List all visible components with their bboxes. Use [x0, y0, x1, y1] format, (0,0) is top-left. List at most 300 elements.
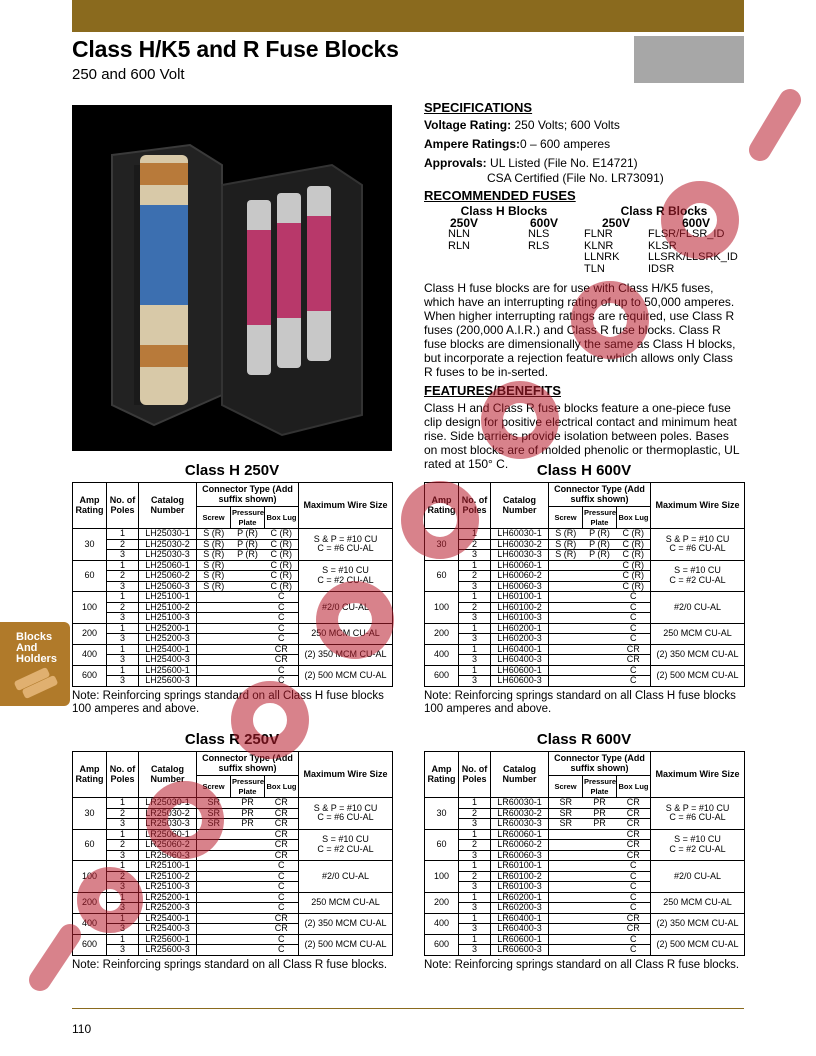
catalog-cell: LR25400-1	[139, 913, 197, 924]
screw-cell	[197, 903, 231, 914]
screw-cell	[197, 655, 231, 666]
table-row	[425, 644, 745, 655]
plate-cell	[583, 861, 617, 872]
screw-cell	[549, 665, 583, 676]
wire-size: (2) 500 MCM CU-AL	[656, 669, 739, 680]
catalog-cell: LH60600-3	[491, 676, 549, 687]
catalog-cell: LH25060-2	[139, 571, 197, 582]
lug-cell: C	[265, 934, 299, 945]
lug-cell: C	[265, 676, 299, 687]
plate-cell	[231, 665, 265, 676]
lug-cell: CR	[617, 819, 651, 830]
poles-cell: 1	[459, 934, 491, 945]
plate-cell	[231, 829, 265, 840]
screw-cell	[549, 924, 583, 935]
plate-cell: PR	[231, 808, 265, 819]
table-row	[73, 529, 393, 540]
poles-cell: 3	[107, 634, 139, 645]
connector-header: Connector Type (Add suffix shown)	[197, 483, 299, 507]
plate-cell	[231, 892, 265, 903]
screw-cell	[549, 934, 583, 945]
wire-cell	[651, 529, 745, 561]
lug-cell: CR	[265, 829, 299, 840]
wire-size: C = #2 CU-AL	[669, 843, 726, 854]
lug-cell: C (R)	[265, 529, 299, 540]
catalog-cell: LH60200-1	[491, 623, 549, 634]
table-row	[73, 934, 393, 945]
lug-cell: C (R)	[265, 550, 299, 561]
poles-cell: 3	[459, 581, 491, 592]
plate-cell	[583, 613, 617, 624]
poles-cell: 1	[459, 913, 491, 924]
plate-cell	[231, 644, 265, 655]
wire-cell	[299, 623, 393, 644]
lug-header: Box Lug	[617, 776, 651, 798]
screw-cell	[549, 945, 583, 956]
wire-header: Maximum Wire Size	[651, 483, 745, 529]
plate-header: Pressure Plate	[232, 777, 265, 796]
table-row	[425, 913, 745, 924]
catalog-cell: LR60200-3	[491, 903, 549, 914]
plate-cell	[231, 602, 265, 613]
poles-cell: 3	[459, 924, 491, 935]
lug-cell: C	[617, 861, 651, 872]
table-row	[425, 892, 745, 903]
catalog-cell: LR60400-1	[491, 913, 549, 924]
poles-cell: 3	[107, 882, 139, 893]
catalog-cell: LR60100-3	[491, 882, 549, 893]
screw-cell	[197, 924, 231, 935]
table-class-r-250	[72, 731, 392, 972]
wire-cell	[651, 798, 745, 830]
plate-cell	[583, 676, 617, 687]
catalog-cell: LR25030-1	[139, 798, 197, 809]
table-title: Class R 250V	[184, 731, 280, 748]
plate-cell	[583, 924, 617, 935]
wire-size: C = #6 CU-AL	[669, 543, 726, 554]
screw-cell	[197, 850, 231, 861]
plate-cell	[583, 892, 617, 903]
screw-cell: S (R)	[549, 550, 583, 561]
lug-cell: CR	[265, 924, 299, 935]
fuse-table	[72, 482, 393, 687]
screw-cell: S (R)	[197, 560, 231, 571]
plate-cell	[583, 560, 617, 571]
plate-cell	[583, 934, 617, 945]
catalog-cell: LH60200-3	[491, 634, 549, 645]
poles-cell: 1	[459, 665, 491, 676]
lug-cell: CR	[265, 913, 299, 924]
lug-cell: C (R)	[265, 539, 299, 550]
wire-size: S & P = #10 CU	[665, 802, 730, 813]
poles-cell: 1	[459, 529, 491, 540]
lug-cell: C	[617, 602, 651, 613]
plate-cell: P (R)	[231, 550, 265, 561]
amp-cell: 600	[425, 665, 459, 686]
lug-cell: CR	[617, 644, 651, 655]
wire-size: (2) 350 MCM CU-AL	[304, 917, 387, 928]
amp-cell: 400	[425, 644, 459, 665]
poles-cell: 2	[107, 539, 139, 550]
amp-cell: 100	[425, 592, 459, 624]
amp-cell: 60	[73, 560, 107, 592]
wire-size: (2) 500 MCM CU-AL	[656, 938, 739, 949]
table-row	[425, 529, 745, 540]
lug-cell: CR	[265, 850, 299, 861]
plate-cell	[583, 665, 617, 676]
connector-header: Connector Type (Add suffix shown)	[549, 483, 651, 507]
features-heading: FEATURES/BENEFITS	[424, 383, 561, 398]
catalog-cell: LH25060-3	[139, 581, 197, 592]
catalog-cell: LH25400-3	[139, 655, 197, 666]
plate-cell	[583, 655, 617, 666]
screw-cell	[197, 892, 231, 903]
table-note: Note: Reinforcing springs standard on all Class H fuse blocks 100 amperes and above.	[424, 689, 736, 715]
poles-cell: 3	[107, 924, 139, 935]
screw-cell	[197, 913, 231, 924]
fuse-item: IDSR	[648, 262, 675, 275]
table-row	[425, 560, 745, 571]
plate-cell	[231, 571, 265, 582]
screw-cell: S (R)	[549, 539, 583, 550]
wire-cell	[299, 798, 393, 830]
catalog-cell: LR25100-3	[139, 882, 197, 893]
catalog-cell: LH25100-3	[139, 613, 197, 624]
lug-cell: C	[617, 871, 651, 882]
amp-cell: 400	[73, 644, 107, 665]
poles-cell: 1	[459, 892, 491, 903]
plate-cell	[231, 945, 265, 956]
lug-cell: C	[617, 882, 651, 893]
amp-header: Amp Rating	[425, 483, 459, 529]
lug-cell: C	[617, 634, 651, 645]
table-row	[73, 560, 393, 571]
amp-cell: 600	[73, 665, 107, 686]
catalog-cell: LH60030-1	[491, 529, 549, 540]
screw-cell	[197, 871, 231, 882]
plate-cell	[231, 903, 265, 914]
poles-cell: 3	[459, 945, 491, 956]
plate-cell	[583, 592, 617, 603]
catalog-cell: LH25600-3	[139, 676, 197, 687]
screw-cell	[549, 829, 583, 840]
amp-cell: 400	[425, 913, 459, 934]
poles-cell: 2	[107, 840, 139, 851]
catalog-cell: LR25060-1	[139, 829, 197, 840]
voltage-label: Voltage Rating:	[424, 118, 512, 132]
catalog-cell: LR60400-3	[491, 924, 549, 935]
wire-size: S & P = #10 CU	[665, 533, 730, 544]
fuse-item: LLNRK	[584, 251, 620, 263]
plate-cell	[231, 850, 265, 861]
poles-cell: 3	[107, 581, 139, 592]
catalog-cell: LR60060-3	[491, 850, 549, 861]
amp-cell: 600	[73, 934, 107, 955]
screw-cell	[197, 934, 231, 945]
screw-cell	[549, 560, 583, 571]
poles-cell: 1	[107, 665, 139, 676]
wire-size: S & P = #10 CU	[313, 533, 378, 544]
wire-header: Maximum Wire Size	[651, 752, 745, 798]
plate-cell: PR	[583, 798, 617, 809]
amp-cell: 400	[73, 913, 107, 934]
catalog-cell: LH25100-1	[139, 592, 197, 603]
lug-cell: C	[617, 903, 651, 914]
wire-cell	[299, 892, 393, 913]
plate-cell	[583, 913, 617, 924]
wire-size: 250 MCM CU-AL	[663, 896, 732, 907]
wire-size: C = #2 CU-AL	[317, 574, 374, 585]
plate-cell	[583, 623, 617, 634]
recommended-fuses-grid	[424, 206, 744, 275]
header-bar	[72, 0, 744, 32]
wire-cell	[299, 529, 393, 561]
lug-cell: C	[265, 613, 299, 624]
screw-cell	[197, 634, 231, 645]
catalog-header: Catalog Number	[139, 483, 197, 529]
catalog-cell: LR60200-1	[491, 892, 549, 903]
plate-cell	[583, 829, 617, 840]
plate-cell: PR	[583, 808, 617, 819]
table-row	[73, 829, 393, 840]
poles-cell: 3	[459, 550, 491, 561]
lug-cell: CR	[617, 850, 651, 861]
screw-cell: S (R)	[197, 581, 231, 592]
class-h-250-heading: 250V	[449, 215, 479, 230]
approvals-value-2: CSA Certified (File No. LR73091)	[487, 171, 664, 185]
plate-cell	[583, 850, 617, 861]
lug-header: Box Lug	[617, 507, 651, 529]
class-h-group	[424, 206, 584, 275]
amp-header: Amp Rating	[73, 483, 107, 529]
poles-header: No. of Poles	[459, 483, 491, 529]
table-row	[425, 861, 745, 872]
lug-cell: C	[617, 934, 651, 945]
lug-cell: C (R)	[617, 581, 651, 592]
wire-cell	[299, 665, 393, 686]
fuse-item: KLSR	[648, 239, 677, 252]
poles-cell: 1	[459, 644, 491, 655]
screw-cell	[549, 581, 583, 592]
table-row	[425, 798, 745, 809]
wire-size: #2/0 CU-AL	[322, 601, 370, 612]
lug-cell: C (R)	[265, 581, 299, 592]
amp-cell: 100	[73, 592, 107, 624]
wire-cell	[651, 934, 745, 955]
catalog-cell: LH60600-1	[491, 665, 549, 676]
amp-cell: 60	[425, 560, 459, 592]
fuse-icon	[0, 622, 70, 706]
plate-cell	[583, 903, 617, 914]
lug-cell: C	[617, 676, 651, 687]
poles-cell: 1	[107, 913, 139, 924]
catalog-cell: LR25600-1	[139, 934, 197, 945]
plate-cell	[231, 913, 265, 924]
fuse-item: KLNR	[584, 239, 614, 252]
plate-cell	[583, 571, 617, 582]
wire-cell	[651, 665, 745, 686]
screw-cell	[549, 882, 583, 893]
catalog-cell: LH60400-1	[491, 644, 549, 655]
fuse-item: NLN	[448, 228, 471, 240]
amp-cell: 200	[425, 623, 459, 644]
plate-cell	[231, 592, 265, 603]
table-row	[73, 592, 393, 603]
lug-cell: C (R)	[617, 550, 651, 561]
amp-cell: 60	[425, 829, 459, 861]
lug-header: Box Lug	[265, 507, 299, 529]
catalog-cell: LR60030-1	[491, 798, 549, 809]
table-row	[425, 934, 745, 945]
approvals-value-1: UL Listed (File No. E14721)	[490, 156, 638, 170]
catalog-cell: LR25200-3	[139, 903, 197, 914]
plate-cell: P (R)	[231, 539, 265, 550]
lug-cell: CR	[265, 798, 299, 809]
plate-cell	[231, 882, 265, 893]
screw-cell	[549, 913, 583, 924]
screw-cell	[197, 602, 231, 613]
table-row	[73, 798, 393, 809]
catalog-cell: LR25030-2	[139, 808, 197, 819]
table-class-h-250	[72, 462, 392, 716]
fuse-item: NLS	[528, 228, 550, 240]
fuse-item: RLS	[528, 239, 550, 252]
lug-cell: CR	[617, 798, 651, 809]
screw-cell: SR	[197, 819, 231, 830]
wire-cell	[651, 644, 745, 665]
tab-line-2: And	[16, 642, 38, 654]
screw-cell: SR	[197, 808, 231, 819]
poles-header: No. of Poles	[107, 752, 139, 798]
lug-cell: CR	[617, 829, 651, 840]
screw-cell	[549, 871, 583, 882]
catalog-cell: LH60030-2	[491, 539, 549, 550]
table-row	[73, 913, 393, 924]
catalog-cell: LR25600-3	[139, 945, 197, 956]
plate-cell: PR	[231, 798, 265, 809]
catalog-cell: LH25400-1	[139, 644, 197, 655]
class-r-600-heading: 600V	[681, 215, 711, 230]
table-row	[425, 665, 745, 676]
plate-cell	[231, 840, 265, 851]
footer-rule	[72, 1008, 744, 1009]
screw-cell	[549, 655, 583, 666]
amp-cell: 100	[425, 861, 459, 893]
catalog-cell: LH25200-3	[139, 634, 197, 645]
poles-cell: 1	[459, 623, 491, 634]
catalog-cell: LR25100-2	[139, 871, 197, 882]
wire-size: C = #2 CU-AL	[317, 843, 374, 854]
table-row	[425, 829, 745, 840]
screw-cell	[549, 903, 583, 914]
plate-cell	[231, 676, 265, 687]
plate-cell	[231, 613, 265, 624]
catalog-cell: LR25100-1	[139, 861, 197, 872]
wire-cell	[651, 892, 745, 913]
poles-cell: 3	[107, 655, 139, 666]
fuse-item: FLSR/FLSR_ID	[648, 228, 725, 240]
amp-header: Amp Rating	[73, 752, 107, 798]
poles-cell: 2	[459, 840, 491, 851]
wire-cell	[299, 560, 393, 592]
catalog-cell: LR25400-3	[139, 924, 197, 935]
lug-cell: CR	[265, 819, 299, 830]
header-gray-box	[634, 36, 744, 83]
lug-header: Box Lug	[265, 776, 299, 798]
wire-size: 250 MCM CU-AL	[311, 627, 380, 638]
wire-size: #2/0 CU-AL	[674, 601, 722, 612]
wire-size: (2) 500 MCM CU-AL	[304, 669, 387, 680]
screw-cell	[549, 623, 583, 634]
plate-cell: P (R)	[231, 529, 265, 540]
screw-cell	[197, 945, 231, 956]
lug-cell: CR	[265, 840, 299, 851]
poles-cell: 1	[107, 934, 139, 945]
catalog-cell: LH60400-3	[491, 655, 549, 666]
specs-column	[424, 100, 744, 475]
lug-cell: CR	[265, 808, 299, 819]
wire-cell	[299, 913, 393, 934]
catalog-cell: LH25100-2	[139, 602, 197, 613]
wire-size: (2) 500 MCM CU-AL	[304, 938, 387, 949]
plate-cell: P (R)	[583, 529, 617, 540]
page-number: 110	[72, 1022, 92, 1036]
lug-cell: C (R)	[617, 539, 651, 550]
plate-cell	[583, 581, 617, 592]
plate-cell: PR	[583, 819, 617, 830]
lug-cell: C	[265, 945, 299, 956]
poles-cell: 3	[459, 655, 491, 666]
section-tab[interactable]	[0, 622, 70, 706]
poles-cell: 1	[459, 861, 491, 872]
wire-size: #2/0 CU-AL	[322, 870, 370, 881]
wire-cell	[299, 934, 393, 955]
poles-cell: 3	[107, 676, 139, 687]
plate-cell	[231, 655, 265, 666]
lug-cell: C	[265, 903, 299, 914]
catalog-header: Catalog Number	[491, 752, 549, 798]
catalog-cell: LR60030-2	[491, 808, 549, 819]
lug-cell: C	[617, 613, 651, 624]
amp-cell: 30	[73, 798, 107, 830]
screw-header: Screw	[549, 507, 583, 529]
catalog-cell: LR60100-1	[491, 861, 549, 872]
plate-cell	[583, 602, 617, 613]
table-note: Note: Reinforcing springs standard on all Class R fuse blocks.	[72, 958, 388, 971]
wire-size: C = #6 CU-AL	[669, 812, 726, 823]
catalog-cell: LH25030-1	[139, 529, 197, 540]
lug-cell: C	[265, 665, 299, 676]
screw-cell	[197, 665, 231, 676]
approvals-label: Approvals:	[424, 156, 487, 170]
poles-cell: 3	[459, 882, 491, 893]
class-r-group	[584, 206, 744, 275]
lug-cell: C	[617, 623, 651, 634]
lug-cell: C	[265, 634, 299, 645]
lug-cell: C (R)	[265, 560, 299, 571]
catalog-cell: LR60600-1	[491, 934, 549, 945]
table-row	[73, 665, 393, 676]
table-row	[73, 623, 393, 634]
wire-cell	[651, 623, 745, 644]
poles-header: No. of Poles	[107, 483, 139, 529]
screw-cell	[549, 850, 583, 861]
lug-cell: C	[265, 592, 299, 603]
screw-cell	[197, 613, 231, 624]
catalog-cell: LH60100-3	[491, 613, 549, 624]
wire-size: C = #6 CU-AL	[317, 543, 374, 554]
screw-cell	[549, 861, 583, 872]
